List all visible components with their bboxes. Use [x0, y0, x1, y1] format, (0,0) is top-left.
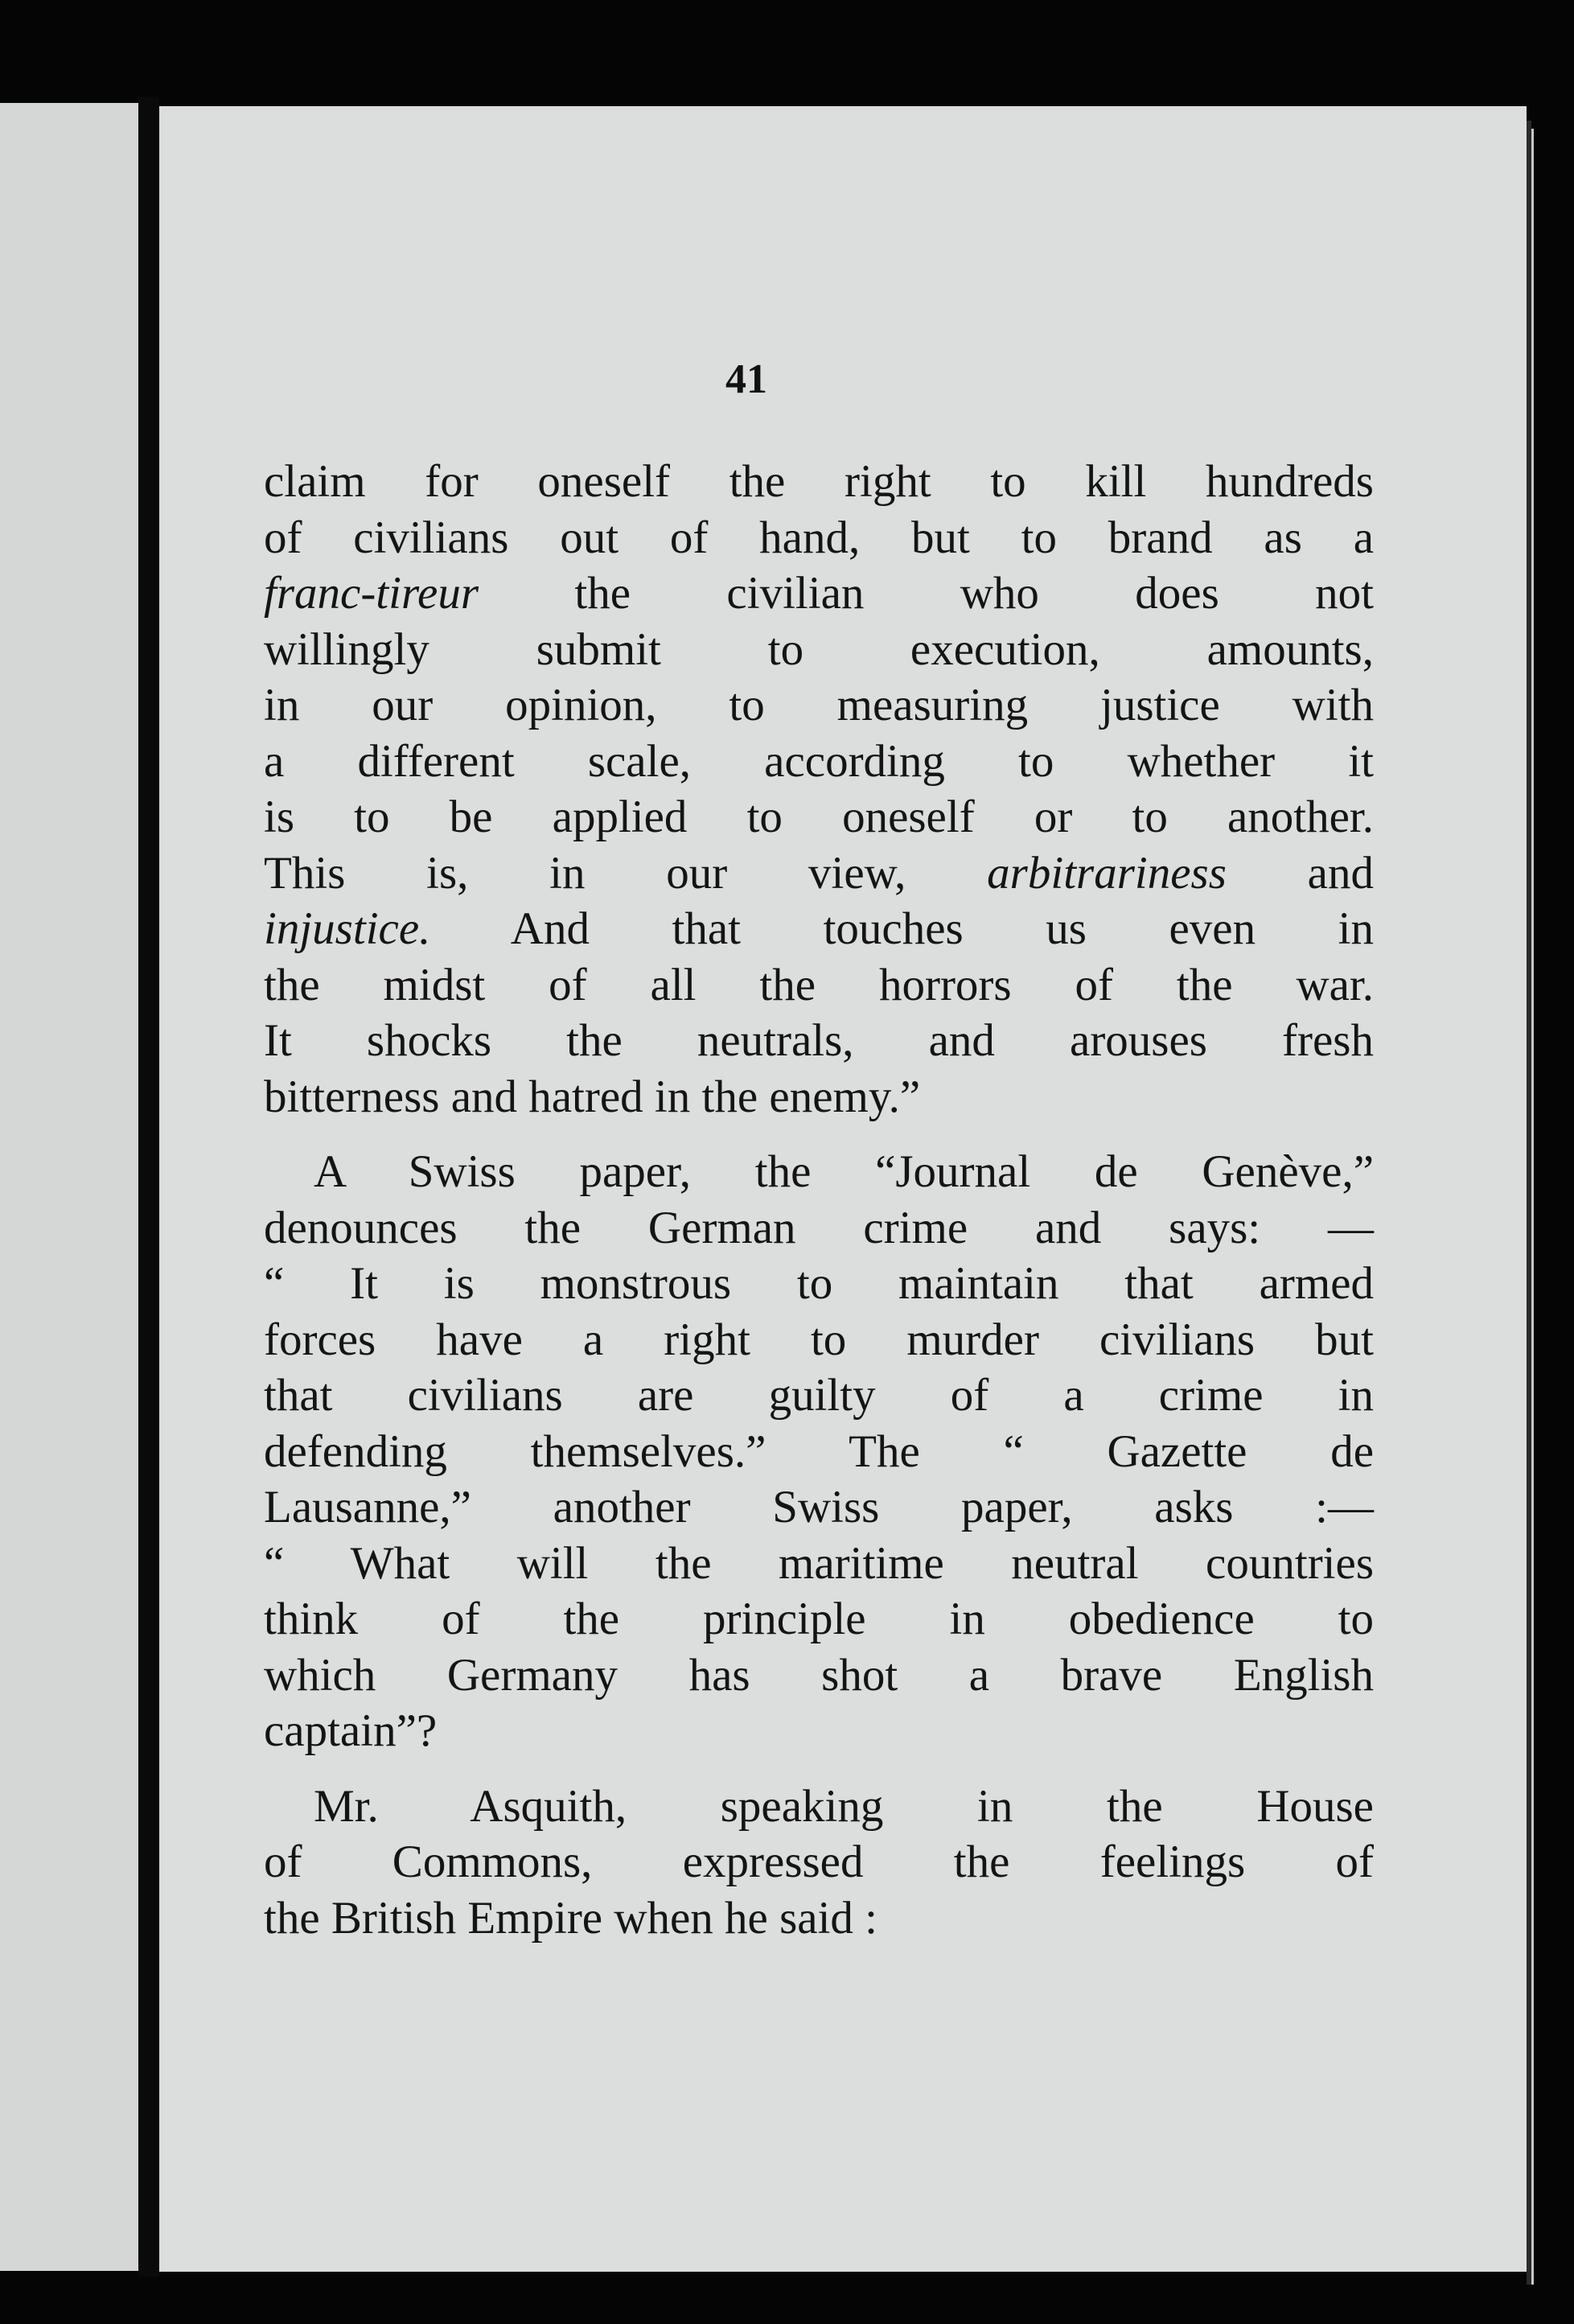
- text-line: bitterness and hatred in the enemy.”: [264, 1071, 921, 1122]
- text-line: “ It is monstrous to maintain that armed: [264, 1258, 1374, 1309]
- text-line: think of the principle in obedience to: [264, 1594, 1374, 1644]
- text-line: Mr. Asquith, speaking in the House: [314, 1780, 1374, 1832]
- italic-phrase: arbitrariness: [987, 847, 1227, 899]
- text-line: defending themselves.” The “ Gazette de: [264, 1425, 1374, 1477]
- text-line: claim for oneself the right to kill hundreds: [264, 456, 1374, 507]
- paragraph: [264, 1779, 1374, 1947]
- text-line: “ What will the maritime neutral countries: [264, 1537, 1374, 1589]
- text-line: forces have a right to murder civilians but: [264, 1314, 1374, 1365]
- text-line: Lausanne,” another Swiss paper, asks :—: [264, 1482, 1374, 1532]
- text-line: captain”?: [264, 1705, 438, 1756]
- text-line: denounces the German crime and says: —: [264, 1202, 1374, 1253]
- text-line: injustice. And that touches us even in: [264, 903, 1374, 954]
- book-page: [159, 106, 1527, 2272]
- text-line: A Swiss paper, the “Journal de Genève,”: [314, 1146, 1374, 1197]
- text-line: This is, in our view, arbitrariness and: [264, 847, 1374, 899]
- page-right-edge-highlight: [1531, 129, 1534, 2285]
- book-gutter: [138, 97, 159, 2277]
- italic-phrase: franc-tireur: [264, 568, 479, 619]
- text-line: which Germany has shot a brave English: [264, 1649, 1374, 1701]
- paragraph-gap: [264, 1125, 1374, 1144]
- text-line: is to be applied to oneself or to another.: [264, 792, 1374, 842]
- text-line: of Commons, expressed the feelings of: [264, 1837, 1374, 1887]
- paragraph-gap: [264, 1759, 1374, 1779]
- text-line: of civilians out of hand, but to brand as a: [264, 512, 1374, 563]
- text-line: the midst of all the horrors of the war.: [264, 959, 1374, 1010]
- text-line: that civilians are guilty of a crime in: [264, 1370, 1374, 1421]
- body-text: [264, 454, 1374, 1946]
- text-line: franc-tireur the civilian who does not: [264, 568, 1374, 619]
- left-page-edge: [0, 103, 138, 2271]
- text-line: willingly submit to execution, amounts,: [264, 623, 1374, 675]
- text-line: a different scale, according to whether it: [264, 735, 1374, 787]
- text-line: the British Empire when he said :: [264, 1892, 878, 1944]
- paragraph: [264, 1144, 1374, 1759]
- text-line: It shocks the neutrals, and arouses fresh: [264, 1015, 1374, 1066]
- page-number: 41: [725, 356, 767, 402]
- paragraph: [264, 454, 1374, 1125]
- italic-phrase: injustice.: [264, 903, 431, 954]
- text-line: in our opinion, to measuring justice with: [264, 680, 1374, 730]
